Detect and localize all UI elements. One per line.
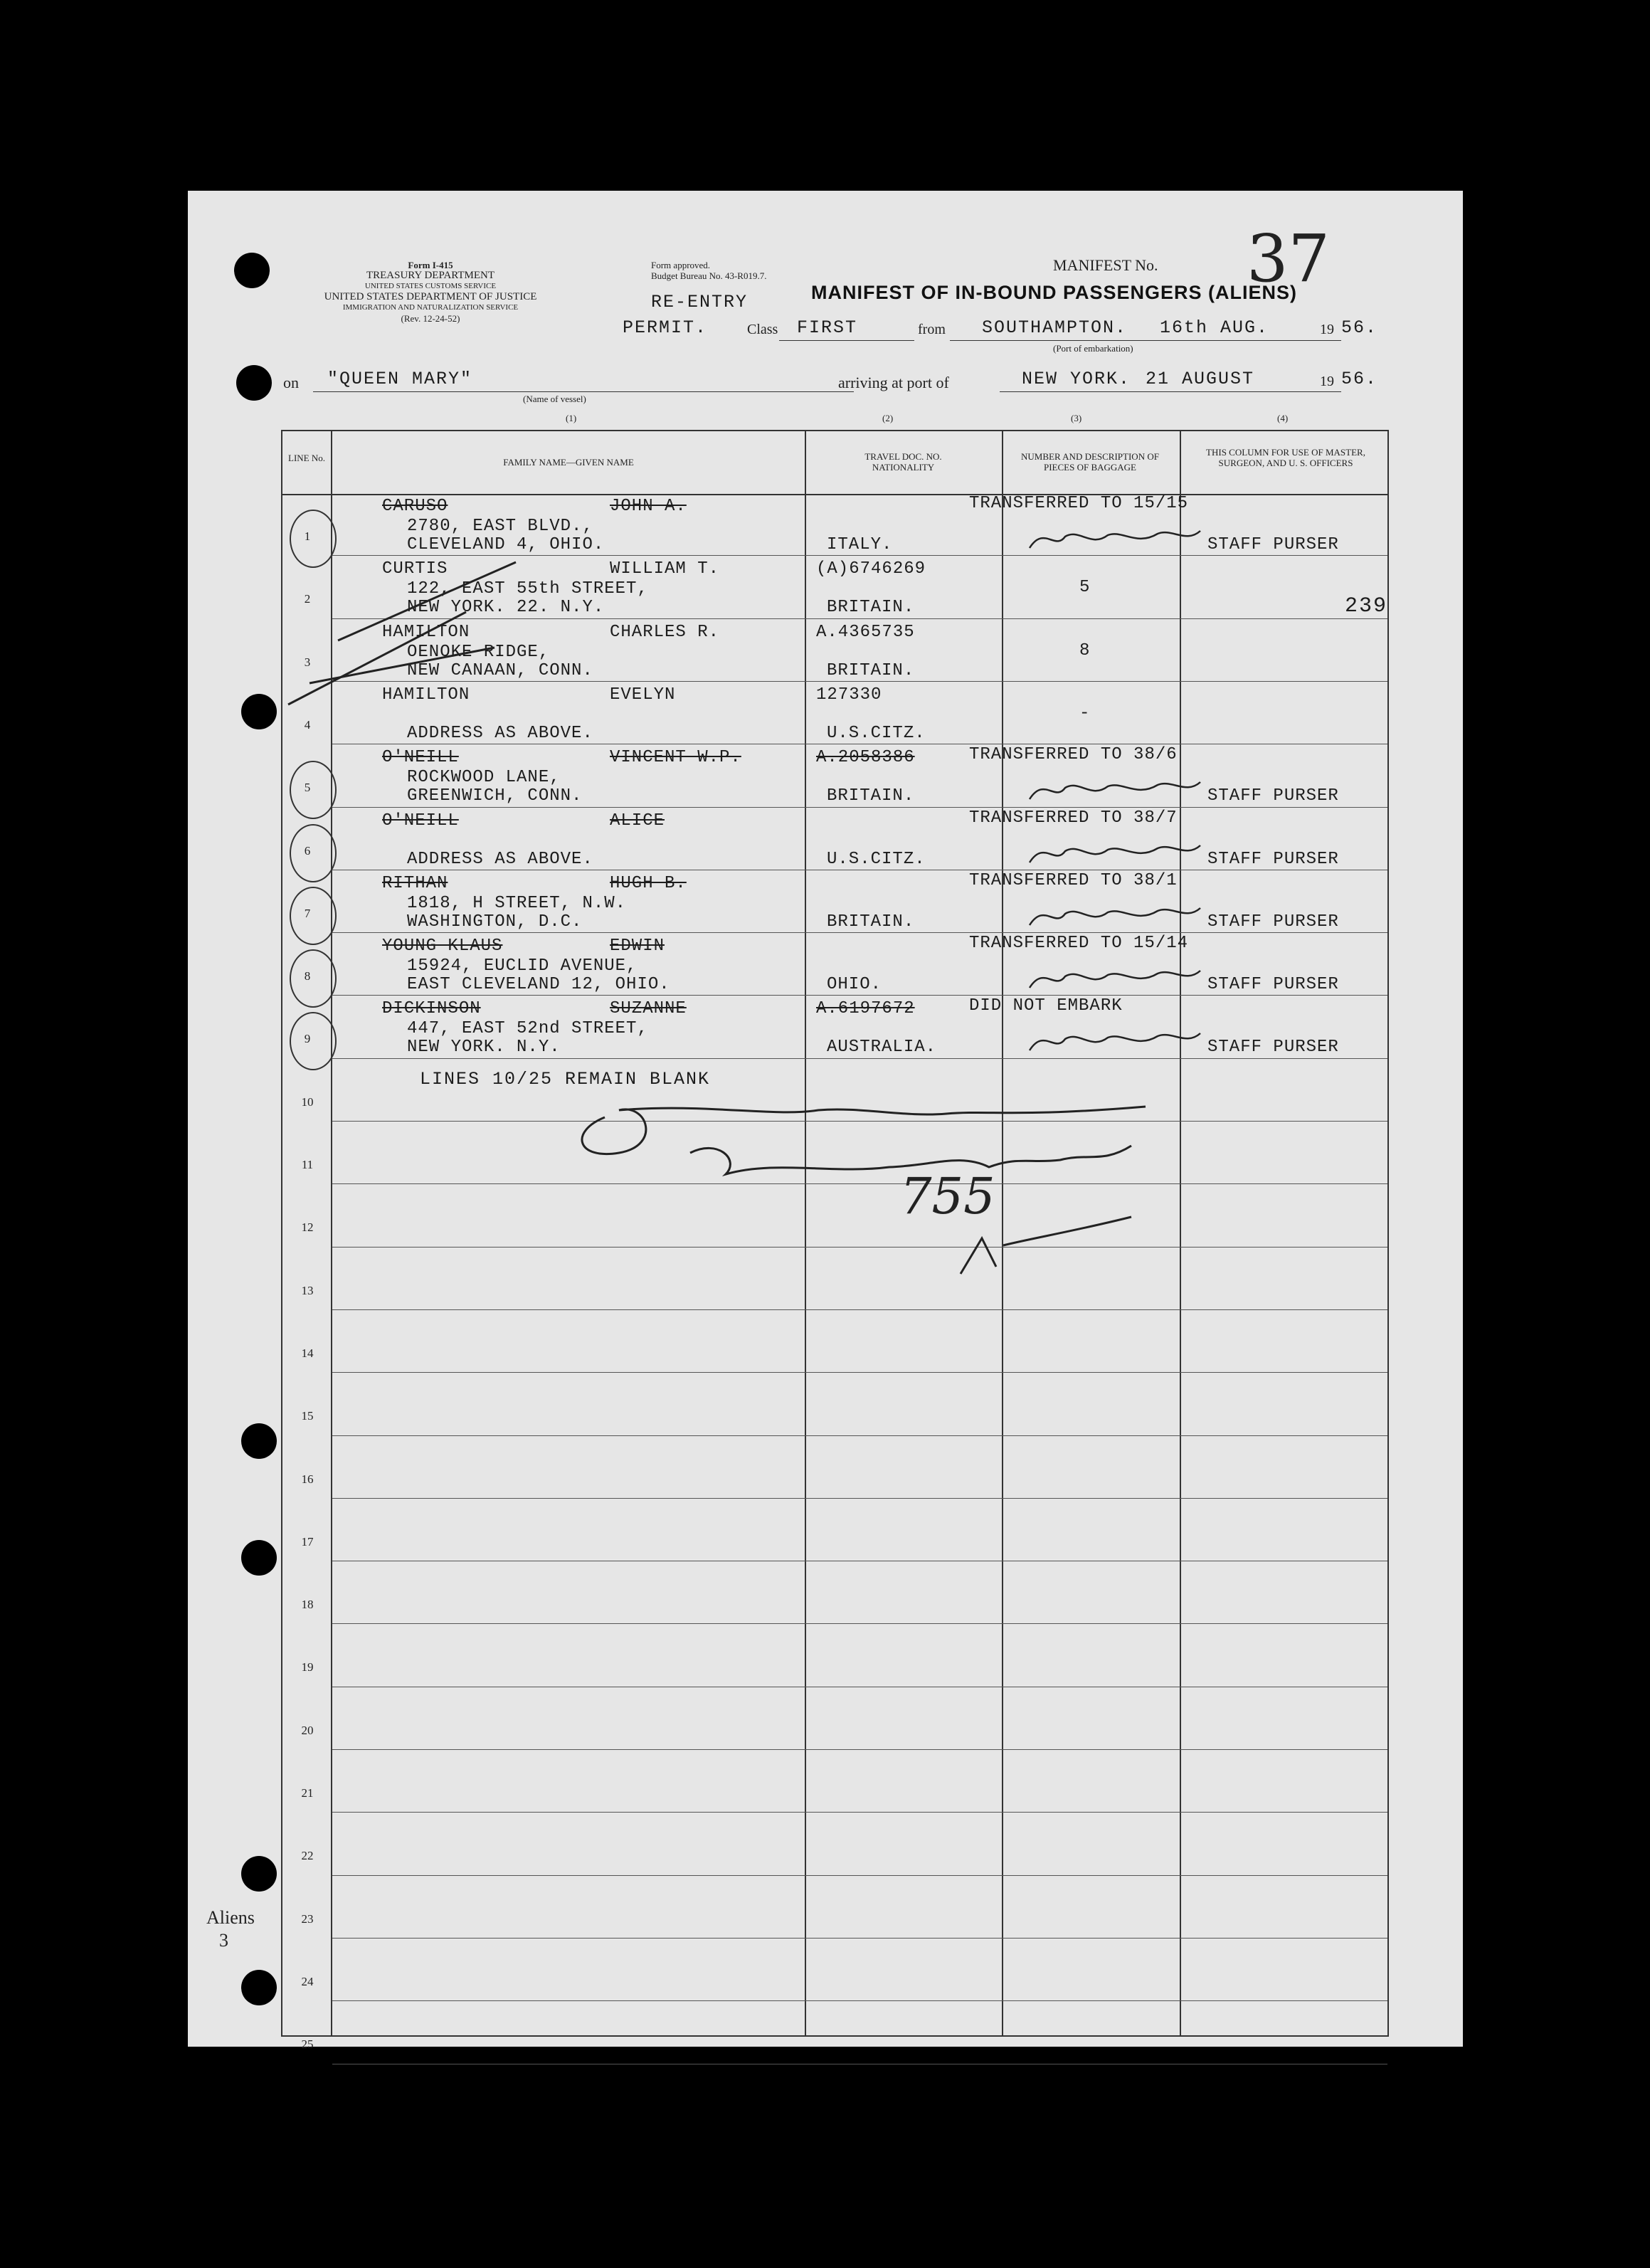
line-number: 12 (301, 1220, 314, 1235)
nationality: BRITAIN. (827, 598, 915, 618)
line-circle (290, 887, 337, 945)
col-2-number: (2) (882, 413, 894, 423)
departure-date: 16th AUG. (1160, 317, 1269, 338)
given-name: SUZANNE (610, 999, 687, 1019)
baggage-count: 8 (1079, 640, 1091, 660)
col-4-number: (4) (1277, 413, 1289, 423)
departure-year: 56. (1341, 317, 1378, 338)
family-name: CARUSO (382, 497, 448, 516)
line-number: 18 (301, 1598, 314, 1612)
baggage-status: DID NOT EMBARK (969, 996, 1123, 1016)
officer-note: STAFF PURSER (1207, 1038, 1339, 1057)
line-number: 9 (304, 1032, 311, 1046)
year-prefix: 19 (1320, 374, 1334, 389)
aliens-count: 3 (219, 1930, 228, 1951)
line-number: 19 (301, 1660, 314, 1674)
address-line-1: 15924, EUCLID AVENUE, (407, 956, 638, 976)
given-name: JOHN A. (610, 497, 687, 516)
purser-signature (1022, 1025, 1207, 1063)
manifest-title: MANIFEST OF IN-BOUND PASSENGERS (ALIENS) (811, 282, 1298, 303)
arrival-port: NEW YORK. (1022, 369, 1131, 389)
nationality: U.S.CITZ. (827, 723, 926, 743)
family-name: O'NEILL (382, 811, 459, 830)
from-port: SOUTHAMPTON. (982, 317, 1128, 338)
form-number: Form I-415 (408, 260, 453, 270)
nationality: BRITAIN. (827, 786, 915, 806)
line-circle (290, 1012, 337, 1070)
family-name: RITHAN (382, 873, 448, 893)
nationality: OHIO. (827, 975, 882, 995)
given-name: HUGH B. (610, 873, 687, 893)
port-caption: (Port of embarkation) (1053, 343, 1133, 354)
address-line-2: EAST CLEVELAND 12, OHIO. (407, 975, 670, 995)
line-number: 5 (304, 781, 311, 795)
line-number: 10 (301, 1095, 314, 1109)
line-number: 8 (304, 969, 311, 983)
given-name: WILLIAM T. (610, 559, 720, 579)
punch-hole (241, 1970, 277, 2005)
punch-hole (241, 1856, 277, 1892)
line-number: 7 (304, 906, 311, 920)
vessel-caption: (Name of vessel) (523, 394, 586, 404)
family-name: CURTIS (382, 559, 448, 579)
header-line-no: LINE No. (288, 453, 325, 463)
agency-block (281, 260, 580, 324)
address-line-1: 447, EAST 52nd STREET, (407, 1019, 648, 1039)
given-name: ALICE (610, 811, 665, 830)
address-line-2: CLEVELAND 4, OHIO. (407, 535, 605, 554)
on-label: on (283, 374, 299, 391)
travel-doc-number: A.6197672 (816, 999, 915, 1019)
family-name: O'NEILL (382, 748, 459, 768)
line-number: 25 (301, 2037, 314, 2052)
travel-doc-number: 127330 (816, 685, 882, 705)
travel-doc-number: A.2058386 (816, 748, 915, 768)
line-number: 2 (304, 592, 311, 606)
baggage-status: TRANSFERRED TO 15/14 (969, 934, 1189, 954)
form-approved: Form approved. (651, 260, 711, 270)
punch-hole (241, 1540, 277, 1576)
family-name: DICKINSON (382, 999, 481, 1019)
travel-doc-number: (A)6746269 (816, 559, 926, 579)
punch-hole (234, 253, 270, 288)
header-officers: THIS COLUMN FOR USE OF MASTER, SURGEON, AND U. S. OFFICERS (1206, 447, 1365, 468)
punch-hole (241, 694, 277, 729)
given-name: CHARLES R. (610, 622, 720, 642)
year-prefix: 19 (1320, 322, 1334, 337)
travel-doc-number: A.4365735 (816, 622, 915, 642)
baggage-count: 5 (1079, 578, 1091, 598)
arrival-year: 56. (1341, 369, 1378, 389)
line-number: 22 (301, 1849, 314, 1863)
baggage-status: TRANSFERRED TO 15/15 (969, 494, 1189, 513)
line-number: 11 (301, 1158, 314, 1171)
family-name: YOUNG KLAUS (382, 937, 503, 956)
line-number: 13 (301, 1283, 314, 1297)
address-line-2: GREENWICH, CONN. (407, 786, 583, 806)
purser-signature (1022, 837, 1207, 875)
line-number: 24 (301, 1974, 314, 1988)
vessel-name: "QUEEN MARY" (327, 369, 473, 389)
address-line-1: 1818, H STREET, N.W. (407, 893, 627, 913)
arriving-label: arriving at port of (838, 374, 949, 391)
customs-service: UNITED STATES CUSTOMS SERVICE (364, 282, 497, 290)
col-1-number: (1) (566, 413, 577, 423)
baggage-status: TRANSFERRED TO 38/6 (969, 745, 1178, 765)
officer-note: STAFF PURSER (1207, 912, 1339, 932)
officer-note: STAFF PURSER (1207, 786, 1339, 806)
page-count: 239 (1345, 594, 1388, 618)
purser-signature (1022, 900, 1207, 938)
class-label: Class (747, 322, 778, 337)
given-name: EVELYN (610, 685, 676, 705)
header-travel-doc: TRAVEL DOC. NO. NATIONALITY (864, 451, 942, 473)
address-line-1: 122, EAST 55th STREET, (407, 579, 648, 599)
given-name: EDWIN (610, 937, 665, 956)
line-number: 3 (304, 655, 311, 669)
budget-bureau: Budget Bureau No. 43-R019.7. (651, 270, 767, 281)
baggage-status: TRANSFERRED TO 38/1 (969, 870, 1178, 890)
line-number: 16 (301, 1472, 314, 1486)
line-number: 20 (301, 1723, 314, 1737)
permit-label: PERMIT. (623, 317, 708, 338)
punch-hole (241, 1423, 277, 1459)
purser-signature (1022, 962, 1207, 1001)
line-circle (290, 761, 337, 819)
justice-dept: UNITED STATES DEPARTMENT OF JUSTICE (324, 291, 537, 302)
line-number: 17 (301, 1534, 314, 1549)
hand-number: 755 (900, 1167, 995, 1225)
manifest-number: 37 (1247, 221, 1331, 297)
line-circle (290, 824, 337, 882)
purser-signature (1022, 522, 1207, 561)
from-label: from (918, 322, 946, 337)
nationality: BRITAIN. (827, 660, 915, 680)
remain-blank-note: LINES 10/25 REMAIN BLANK (420, 1069, 711, 1090)
line-number: 14 (301, 1346, 314, 1360)
col-3-number: (3) (1071, 413, 1082, 423)
revision: (Rev. 12-24-52) (401, 313, 460, 324)
line-number: 4 (304, 717, 311, 732)
line-number: 23 (301, 1911, 314, 1926)
given-name: VINCENT W.P. (610, 748, 741, 768)
nationality: ITALY. (827, 535, 893, 554)
address-line-1: 2780, EAST BLVD., (407, 517, 593, 536)
line-circle (290, 949, 337, 1008)
check-marks (281, 555, 537, 712)
family-name: HAMILTON (382, 685, 470, 705)
address-line-1: OENOKE RIDGE, (407, 642, 550, 662)
officer-signature (562, 1075, 1202, 1281)
nationality: BRITAIN. (827, 912, 915, 932)
address-line-2: ADDRESS AS ABOVE. (407, 849, 593, 869)
arrival-date: 21 AUGUST (1146, 369, 1255, 389)
approval-block (651, 260, 766, 281)
address-line-2: WASHINGTON, D.C. (407, 912, 583, 932)
treasury-dept: TREASURY DEPARTMENT (366, 270, 495, 281)
ins-service: IMMIGRATION AND NATURALIZATION SERVICE (342, 303, 519, 312)
officer-note: STAFF PURSER (1207, 535, 1339, 554)
baggage-status: TRANSFERRED TO 38/7 (969, 808, 1178, 828)
officer-note: STAFF PURSER (1207, 849, 1339, 869)
line-number: 15 (301, 1409, 314, 1423)
manifest-no-label: MANIFEST No. (1053, 256, 1158, 274)
address-line-1: ROCKWOOD LANE, (407, 768, 561, 788)
baggage-count: - (1079, 703, 1091, 723)
nationality: AUSTRALIA. (827, 1038, 937, 1057)
header-name: FAMILY NAME—GIVEN NAME (503, 457, 634, 468)
reentry-label: RE-ENTRY (651, 292, 749, 312)
purser-signature (1022, 774, 1207, 812)
officer-note: STAFF PURSER (1207, 975, 1339, 995)
header-baggage: NUMBER AND DESCRIPTION OF PIECES OF BAGGAGE (1021, 451, 1159, 473)
address-line-2: NEW YORK. N.Y. (407, 1038, 561, 1057)
line-number: 1 (304, 529, 311, 543)
address-line-2: ADDRESS AS ABOVE. (407, 723, 593, 743)
line-number: 21 (301, 1786, 314, 1800)
address-line-2: NEW CANAAN, CONN. (407, 660, 593, 680)
family-name: HAMILTON (382, 622, 470, 642)
punch-hole (236, 365, 272, 401)
address-line-2: NEW YORK. 22. N.Y. (407, 598, 605, 618)
line-number: 6 (304, 843, 311, 858)
aliens-label: Aliens (206, 1907, 255, 1928)
class-value: FIRST (797, 317, 858, 338)
nationality: U.S.CITZ. (827, 849, 926, 869)
